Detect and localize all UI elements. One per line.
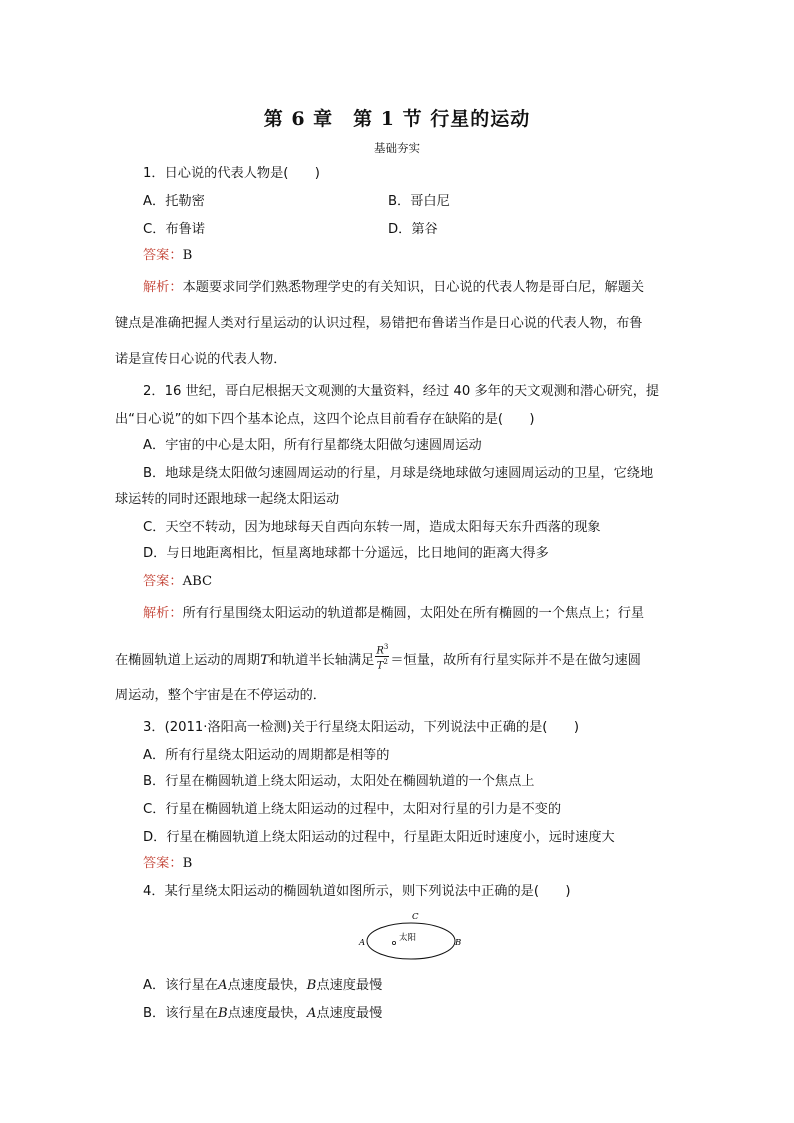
q3-answer: [143, 855, 192, 873]
q2-option-b: B．地球是绕太阳做匀速圆周运动的行星，月球是绕地球做匀速圆周运动的卫星，它绕地: [143, 466, 654, 481]
q2-answer: [143, 573, 212, 591]
q1-analysis-line: 诺是宣传日心说的代表人物．: [115, 352, 287, 367]
q2-analysis-line: 周运动，整个宇宙是在不停运动的．: [115, 688, 326, 703]
q4-option-b: B．该行星在B点速度最快，A点速度最慢: [143, 1006, 383, 1021]
period-symbol: T: [260, 652, 269, 668]
analysis-label: 解析：: [143, 280, 183, 295]
q2-stem-line: 出“日心说”的如下四个基本论点，这四个论点目前看存在缺陷的是( ): [115, 412, 535, 427]
q1-analysis-line: 解析：本题要求同学们熟悉物理学史的有关知识，日心说的代表人物是哥白尼，解题关: [143, 280, 645, 295]
answer-label: 答案：: [143, 856, 183, 871]
q1-option-c: C．布鲁诺: [143, 222, 205, 237]
kepler-fraction: $\frac{R^3}{T^2}$: [376, 643, 389, 672]
q1-stem: 1．日心说的代表人物是( ): [143, 166, 320, 181]
q3-option-b: B．行星在椭圆轨道上绕太阳运动，太阳处在椭圆轨道的一个焦点上: [143, 774, 535, 789]
q1-option-d: D．第谷: [388, 222, 438, 237]
q3-stem: 3．(2011·洛阳高一检测)关于行星绕太阳运动，下列说法中正确的是( ): [143, 720, 579, 735]
point-a-label: A: [359, 938, 366, 948]
q3-option-c: C．行星在椭圆轨道上绕太阳运动的过程中，太阳对行星的引力是不变的: [143, 802, 562, 817]
q3-option-d: D．行星在椭圆轨道上绕太阳运动的过程中，行星距太阳近时速度小，远时速度大: [143, 830, 615, 845]
q4-stem: 4．某行星绕太阳运动的椭圆轨道如图所示，则下列说法中正确的是( ): [143, 884, 571, 899]
answer-value: B: [182, 248, 193, 263]
q1-option-a: A．托勒密: [143, 194, 205, 209]
q1-analysis-line: 键点是准确把握人类对行星运动的认识过程，易错把布鲁诺当作是日心说的代表人物，布鲁: [115, 316, 643, 331]
sun-icon: [392, 941, 395, 944]
q3-option-a: A．所有行星绕太阳运动的周期都是相等的: [143, 748, 390, 763]
answer-value: ABC: [182, 574, 213, 589]
answer-value: B: [182, 856, 193, 871]
point-c-label: C: [412, 912, 419, 922]
answer-label: 答案：: [143, 248, 183, 263]
q2-stem-line: 2．16 世纪，哥白尼根据天文观测的大量资料，经过 40 多年的天文观测和潜心研究，提: [143, 384, 660, 399]
q4-option-a: A．该行星在A点速度最快，B点速度最慢: [143, 978, 383, 993]
section-subtitle: 基础夯实: [374, 141, 420, 155]
q1-option-b: B．哥白尼: [388, 194, 450, 209]
q2-option-d: D．与日地距离相比，恒星离地球都十分遥远，比日地间的距离大得多: [143, 546, 549, 561]
answer-label: 答案：: [143, 574, 183, 589]
sun-label: 太阳: [399, 933, 417, 943]
page-title: 第 6 章 第 1 节 行星的运动: [263, 108, 531, 130]
q1-answer: [143, 247, 192, 265]
q2-option-c: C．天空不转动，因为地球每天自西向东转一周，造成太阳每天东升西落的现象: [143, 520, 601, 535]
point-b-label: B: [455, 938, 462, 948]
q2-option-a: A．宇宙的中心是太阳，所有行星都绕太阳做匀速圆周运动: [143, 438, 482, 453]
orbit-diagram: [355, 906, 465, 964]
q2-option-b-cont: 球运转的同时还跟地球一起绕太阳运动: [115, 492, 340, 507]
analysis-label: 解析：: [143, 606, 183, 621]
q2-analysis-line: 解析：所有行星围绕太阳运动的轨道都是椭圆，太阳处在所有椭圆的一个焦点上；行星: [143, 606, 645, 621]
q2-analysis-formula-line: 在椭圆轨道上运动的周期T和轨道半长轴满足 $\frac{R^3}{T^2}$ ＝恒量，故所有行星实际并不是在做匀速圆: [115, 643, 641, 672]
